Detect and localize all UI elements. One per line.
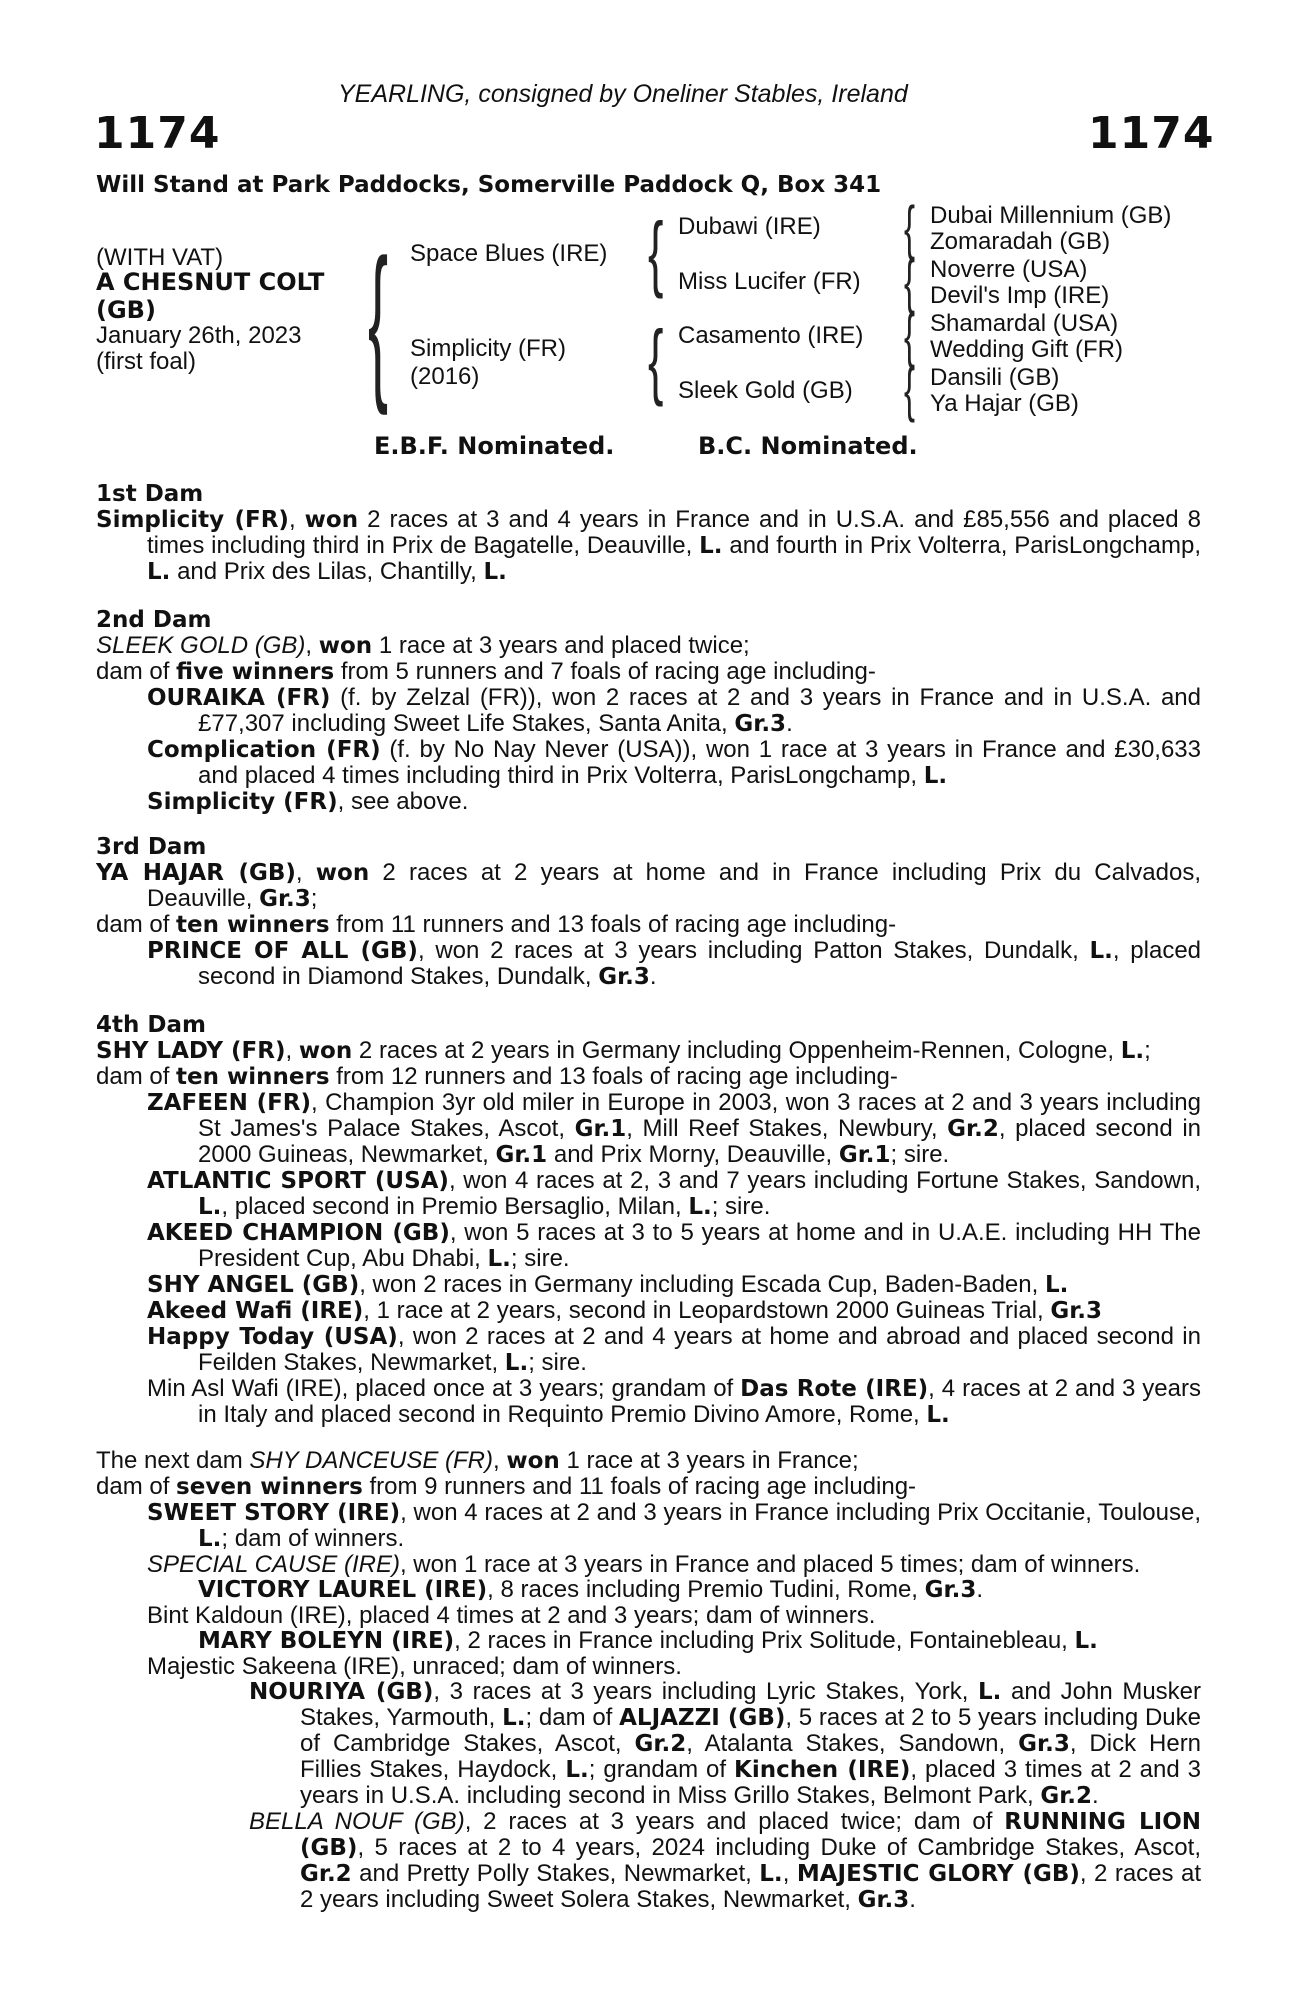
fourth-dam-winners: ten winners — [176, 1064, 330, 1090]
produce-name: ZAFEEN (FR) — [147, 1090, 312, 1116]
third-dam-text: 2 races at 2 years at home and in France including Prix du Calvados, Deauville, — [147, 859, 1201, 912]
produce-text: , won 2 races in Germany including Escada Cup, Baden-Baden, — [359, 1271, 1039, 1298]
produce-happy-today — [96, 1324, 1201, 1376]
produce-text: , — [782, 1860, 790, 1887]
listed-marker: L. — [487, 1246, 511, 1272]
horse-description: A CHESNUT COLT — [96, 268, 325, 296]
first-dam-record: Simplicity (FR), won 2 races at 3 and 4 years in France and in U.S.A. and £85,556 and placed 8 times including third in Prix de Bagatelle, Deauville, L. and fourth in Prix Volterra, ParisLongchamp, L. and Prix des Lilas, Chantilly, L. — [96, 506, 1202, 585]
next-dam-won: won — [506, 1448, 560, 1474]
produce-name: SPECIAL CAUSE (IRE) — [147, 1551, 400, 1578]
pedigree-dam-dam: Sleek Gold (GB) — [678, 377, 853, 404]
next-dam-produce — [96, 1474, 1201, 1500]
third-dam-runners: from 11 runners and 13 foals of racing age including- — [336, 911, 897, 938]
produce-name: MARY BOLEYN (IRE) — [198, 1628, 455, 1654]
produce-name: MAJESTIC GLORY (GB) — [796, 1861, 1080, 1887]
produce-text: , won 1 race at 3 years in France and placed 5 times; dam of winners. — [399, 1551, 1141, 1578]
bc-nominated: B.C. Nominated. — [698, 432, 918, 460]
produce-name: SHY ANGEL (GB) — [147, 1272, 360, 1298]
produce-text: , won 2 races at 2 and 4 years at home and abroad and placed second in Feilden Stakes, Newmarket, — [198, 1323, 1201, 1376]
produce-text: , placed second in 2000 Guineas, Newmarket, — [198, 1115, 1202, 1168]
pedigree-g3: Noverre (USA) — [930, 256, 1088, 283]
produce-text: (f. by Zelzal (FR)), won 2 races at 2 and 3 years in France and in U.S.A. and £77,307 including Sweet Life Stakes, Santa Anita, — [198, 684, 1201, 737]
produce-text: , 5 races at 2 to 4 years, 2024 including Duke of Cambridge Stakes, Ascot, — [357, 1834, 1201, 1861]
produce-text: , placed second in Premio Bersaglio, Milan, — [221, 1193, 682, 1220]
listed-marker: L. — [1120, 1038, 1145, 1064]
first-dam-heading: 1st Dam — [96, 481, 204, 507]
next-dam-section — [96, 1448, 1201, 1913]
group-marker: Gr.3 — [1050, 1298, 1103, 1324]
listed-marker: L. — [147, 559, 171, 585]
produce-text: , 3 races at 3 years including Lyric Stakes, York, — [433, 1678, 969, 1705]
pedigree-brace-g1: { — [904, 194, 916, 261]
listed-marker: L. — [923, 763, 948, 789]
listed-marker: L. — [1089, 938, 1113, 964]
group-marker: Gr.1 — [495, 1142, 548, 1168]
produce-name: ALJAZZI (GB) — [619, 1705, 786, 1731]
second-dam-produce — [96, 659, 1201, 685]
group-marker: Gr.2 — [947, 1116, 999, 1142]
produce-text: , won 5 races at 3 to 5 years at home and in U.A.E. including HH The President Cup, Abu Dhabi, — [198, 1219, 1201, 1272]
produce-bint-kaldoun — [96, 1603, 1201, 1628]
produce-akeed-wafi — [96, 1298, 1201, 1324]
group-marker: Gr.2 — [300, 1861, 352, 1887]
listed-marker: L. — [759, 1861, 783, 1887]
consignment-line: YEARLING, consigned by Oneliner Stables, Ireland — [338, 80, 908, 108]
produce-majestic-sakeena — [96, 1654, 1201, 1679]
produce-name: Simplicity (FR) — [147, 789, 338, 815]
group-marker: Gr.3 — [924, 1577, 977, 1603]
fourth-dam-section — [96, 1013, 1201, 1428]
listed-marker: L. — [565, 1757, 589, 1783]
listed-marker: L. — [198, 1526, 222, 1552]
produce-text: , 2 races at 3 years and placed twice; dam of — [464, 1808, 993, 1835]
next-dam-winners: seven winners — [176, 1474, 363, 1500]
second-dam-record: SLEEK GOLD (GB), won 1 race at 3 years and placed twice; — [96, 632, 750, 659]
foal-note: (first foal) — [96, 348, 197, 375]
group-marker: Gr.1 — [838, 1142, 891, 1168]
pedigree-sire-dam: Miss Lucifer (FR) — [678, 268, 861, 295]
group-marker: Gr.3 — [598, 964, 650, 990]
pedigree-sire: Space Blues (IRE) — [410, 240, 608, 267]
second-dam-section — [96, 608, 1201, 815]
produce-text: , 1 race at 2 years, second in Leopardstown 2000 Guineas Trial, — [363, 1297, 1044, 1324]
second-dam-text: 1 race at 3 years and placed twice; — [378, 632, 750, 659]
group-marker: Gr.3 — [857, 1887, 910, 1913]
listed-marker: L. — [926, 1402, 950, 1428]
pedigree-brace-g3: { — [904, 302, 916, 369]
group-marker: Gr.3 — [1018, 1731, 1070, 1757]
horse-origin: (GB) — [96, 296, 156, 324]
produce-name: NOURIYA (GB) — [249, 1679, 434, 1705]
next-dam-text: 1 race at 3 years in France; — [566, 1447, 859, 1474]
pedigree-dam-year: (2016) — [410, 363, 480, 390]
produce-text: , Mill Reef Stakes, Newbury, — [626, 1115, 938, 1142]
produce-text: , Champion 3yr old miler in Europe in 2003, won 3 races at 2 and 3 years including St James's Palace Stakes, Ascot, — [198, 1089, 1201, 1142]
produce-name: AKEED CHAMPION (GB) — [147, 1220, 450, 1246]
produce-text: ; dam of — [525, 1704, 613, 1731]
third-dam-winners: ten winners — [176, 912, 330, 938]
lot-number-left: 1174 — [94, 108, 221, 159]
produce-nouriya: NOURIYA (GB), 3 races at 3 years including Lyric Stakes, York, L. and John Musker Stakes, Yarmouth, L.; dam of ALJAZZI (GB), 5 races at 2 to 5 years including Duke of Cambridge Stakes, Ascot, Gr.2, Atalanta Stakes, Sandown, Gr.3, Dick Hern Fillies Stakes, Haydock, L.; grandam of Kinchen (IRE), placed 3 times at 2 and 3 years in U.S.A. including second in Miss Grillo Stakes, Belmont Park, Gr.2. — [249, 1678, 1202, 1809]
produce-text: and John Musker Stakes, Yarmouth, — [300, 1678, 1202, 1731]
produce-text: (f. by No Nay Never (USA)), won 1 race at 3 years in France and £30,633 and placed 4 times including third in Prix Volterra, ParisLongchamp, — [198, 736, 1201, 789]
produce-text: , placed second in Diamond Stakes, Dundalk, — [198, 937, 1202, 990]
produce-text: , won 2 races at 3 years including Patton Stakes, Dundalk, — [417, 937, 1079, 964]
produce-text: ; grandam of — [588, 1756, 727, 1783]
pedigree-g2: Zomaradah (GB) — [930, 228, 1111, 255]
lot-number-right: 1174 — [1088, 108, 1215, 159]
pedigree-g8: Ya Hajar (GB) — [930, 390, 1079, 417]
listed-marker: L. — [978, 1679, 1002, 1705]
pedigree-dam-sire: Casamento (IRE) — [678, 322, 864, 349]
produce-text: Min Asl Wafi (IRE), placed once at 3 years; grandam of — [147, 1375, 734, 1402]
pedigree-dam: Simplicity (FR) — [410, 335, 566, 362]
listed-marker: L. — [502, 1705, 526, 1731]
next-dam-record: The next dam SHY DANCEUSE (FR), won 1 race at 3 years in France; — [96, 1447, 859, 1474]
group-marker: Gr.2 — [634, 1731, 687, 1757]
second-dam-won: won — [318, 633, 373, 659]
listed-marker: L. — [688, 1194, 712, 1220]
third-dam-produce — [96, 912, 1201, 938]
produce-complication — [96, 737, 1201, 789]
second-dam-heading: 2nd Dam — [96, 607, 212, 633]
second-dam-winners: five winners — [176, 659, 335, 685]
pedigree-brace-g2: { — [904, 248, 916, 315]
produce-text: Bint Kaldoun (IRE), placed 4 times at 2 and 3 years; dam of winners. — [147, 1602, 876, 1629]
first-dam-text2: and fourth in Prix Volterra, ParisLongchamp, — [729, 532, 1202, 559]
listed-marker: L. — [198, 1194, 222, 1220]
dam-of-label: dam of — [96, 1063, 170, 1090]
produce-sweet-story — [96, 1500, 1201, 1552]
produce-name: SWEET STORY (IRE) — [147, 1500, 401, 1526]
pedigree-g7: Dansili (GB) — [930, 364, 1060, 391]
produce-text: , 5 races at 2 to 5 years including Duke of Cambridge Stakes, Ascot, — [300, 1704, 1202, 1757]
third-dam-won: won — [315, 860, 370, 886]
second-dam-runners: from 5 runners and 7 foals of racing age including- — [340, 658, 876, 685]
listed-marker: L. — [483, 559, 507, 585]
first-dam-name: Simplicity (FR) — [96, 507, 289, 533]
produce-shy-angel — [96, 1272, 1201, 1298]
group-marker: Gr.3 — [734, 711, 787, 737]
produce-name: ATLANTIC SPORT (USA) — [147, 1168, 449, 1194]
listed-marker: L. — [699, 533, 723, 559]
produce-name: Happy Today (USA) — [147, 1324, 398, 1350]
produce-prince-of-all: PRINCE OF ALL (GB), won 2 races at 3 years including Patton Stakes, Dundalk, L., placed second in Diamond Stakes, Dundalk, Gr.3. — [147, 937, 1202, 990]
produce-name: OURAIKA (FR) — [147, 685, 331, 711]
produce-name: Akeed Wafi (IRE) — [147, 1298, 364, 1324]
pedigree-brace-dam: { — [648, 313, 664, 407]
ebf-nominated: E.B.F. Nominated. — [374, 432, 615, 460]
produce-text: ; dam of winners. — [221, 1525, 405, 1552]
dam-of-label: dam of — [96, 911, 170, 938]
date-of-birth: January 26th, 2023 — [96, 322, 302, 349]
second-dam-name: SLEEK GOLD (GB) — [96, 632, 306, 659]
fourth-dam-runners: from 12 runners and 13 foals of racing age including- — [336, 1063, 898, 1090]
produce-name: PRINCE OF ALL (GB) — [147, 938, 418, 964]
pedigree-brace-g4: { — [904, 356, 916, 423]
produce-name: Kinchen (IRE) — [734, 1757, 911, 1783]
group-marker: Gr.3 — [259, 886, 311, 912]
listed-marker: L. — [1044, 1272, 1069, 1298]
third-dam-section — [96, 835, 1201, 990]
pedigree-g5: Shamardal (USA) — [930, 310, 1119, 337]
fourth-dam-heading: 4th Dam — [96, 1012, 206, 1038]
produce-text: , won 4 races at 2, 3 and 7 years including Fortune Stakes, Sandown, — [448, 1167, 1201, 1194]
produce-text: , see above. — [337, 788, 469, 815]
produce-text: ; sire. — [711, 1193, 771, 1220]
first-dam-text3: and Prix des Lilas, Chantilly, — [177, 558, 477, 585]
produce-ouraika: OURAIKA (FR) (f. by Zelzal (FR)), won 2 races at 2 and 3 years in France and in U.S.A. and £77,307 including Sweet Life Stakes, Santa Anita, Gr.3. — [147, 684, 1201, 737]
pedigree-brace-sire: { — [648, 205, 664, 299]
produce-name: BELLA NOUF (GB) — [249, 1808, 465, 1835]
produce-text: , 2 races in France including Prix Solitude, Fontainebleau, — [454, 1627, 1068, 1654]
fourth-dam-won: won — [298, 1038, 353, 1064]
produce-min-asl-wafi — [96, 1376, 1201, 1428]
group-marker: Gr.1 — [574, 1116, 627, 1142]
vat-note: (WITH VAT) — [96, 244, 224, 271]
first-dam-won: won — [304, 507, 359, 533]
produce-text: , placed 3 times at 2 and 3 years in U.S.A. including second in Miss Grillo Stakes, Belmont Park, — [300, 1756, 1202, 1809]
produce-name: VICTORY LAUREL (IRE) — [198, 1577, 488, 1603]
produce-text: and Prix Morny, Deauville, — [553, 1141, 833, 1168]
next-dam-label: The next dam — [96, 1447, 243, 1474]
group-marker: Gr.2 — [1040, 1783, 1092, 1809]
pedigree-g6: Wedding Gift (FR) — [930, 336, 1123, 363]
dam-of-label: dam of — [96, 1473, 170, 1500]
pedigree-brace-main: { — [368, 224, 389, 416]
produce-victory-laurel: VICTORY LAUREL (IRE), 8 races including Premio Tudini, Rome, Gr.3. — [198, 1576, 984, 1603]
produce-text: , Dick Hern Fillies Stakes, Haydock, — [300, 1730, 1202, 1783]
first-dam-text: 2 races at 3 and 4 years in France and in U.S.A. and £85,556 and placed 8 times including third in Prix de Bagatelle, Deauville, — [147, 506, 1202, 559]
produce-text: Majestic Sakeena (IRE), unraced; dam of winners. — [147, 1653, 682, 1680]
produce-atlantic-sport — [96, 1168, 1201, 1220]
produce-name: RUNNING LION (GB) — [300, 1809, 1202, 1861]
produce-name: Das Rote (IRE) — [740, 1376, 929, 1402]
produce-akeed-champion — [96, 1220, 1201, 1272]
third-dam-name: YA HAJAR (GB) — [96, 860, 296, 886]
listed-marker: L. — [1074, 1628, 1098, 1654]
produce-simplicity — [96, 789, 1201, 815]
first-dam-section — [96, 482, 1201, 585]
produce-text: , 2 races at 2 years including Sweet Solera Stakes, Newmarket, — [300, 1860, 1201, 1913]
fourth-dam-produce — [96, 1064, 1201, 1090]
pedigree-sire-sire: Dubawi (IRE) — [678, 213, 821, 240]
produce-text: , won 4 races at 2 and 3 years in France including Prix Occitanie, Toulouse, — [400, 1499, 1201, 1526]
produce-text: , Atalanta Stakes, Sandown, — [686, 1730, 1006, 1757]
pedigree-g4: Devil's Imp (IRE) — [930, 282, 1110, 309]
fourth-dam-name: SHY LADY (FR) — [96, 1038, 286, 1064]
produce-mary-boleyn — [96, 1628, 1201, 1654]
next-dam-name: SHY DANCEUSE (FR) — [249, 1447, 494, 1474]
listed-marker: L. — [504, 1350, 529, 1376]
third-dam-heading: 3rd Dam — [96, 834, 207, 860]
stand-location: Will Stand at Park Paddocks, Somerville Paddock Q, Box 341 — [96, 172, 882, 198]
produce-text: , 4 races at 2 and 3 years in Italy and placed second in Requinto Premio Divino Amore, Rome, — [198, 1375, 1201, 1428]
third-dam-record: YA HAJAR (GB), won 2 races at 2 years at home and in France including Prix du Calvados, Deauville, Gr.3; — [96, 859, 1201, 912]
fourth-dam-text: 2 races at 2 years in Germany including Oppenheim-Rennen, Cologne, — [358, 1037, 1115, 1064]
produce-name: Complication (FR) — [147, 737, 381, 763]
produce-text: , 8 races including Premio Tudini, Rome, — [487, 1576, 918, 1603]
produce-text: and Pretty Polly Stakes, Newmarket, — [359, 1860, 752, 1887]
produce-special-cause — [96, 1552, 1201, 1577]
dam-of-label: dam of — [96, 658, 170, 685]
produce-zafeen — [96, 1090, 1201, 1168]
pedigree-g1: Dubai Millennium (GB) — [930, 202, 1172, 229]
fourth-dam-record: SHY LADY (FR), won 2 races at 2 years in Germany including Oppenheim-Rennen, Cologne, L.; — [96, 1037, 1151, 1064]
produce-text: ; sire. — [890, 1141, 950, 1168]
produce-text: ; sire. — [528, 1349, 587, 1376]
produce-text: ; sire. — [510, 1245, 570, 1272]
next-dam-runners: from 9 runners and 11 foals of racing age including- — [369, 1473, 917, 1500]
produce-bella-nouf: BELLA NOUF (GB), 2 races at 3 years and placed twice; dam of RUNNING LION (GB), 5 races at 2 to 4 years, 2024 including Duke of Cambridge Stakes, Ascot, Gr.2 and Pretty Polly Stakes, Newmarket, L., MAJESTIC GLORY (GB), 2 races at 2 years including Sweet Solera Stakes, Newmarket, Gr.3. — [249, 1808, 1202, 1913]
